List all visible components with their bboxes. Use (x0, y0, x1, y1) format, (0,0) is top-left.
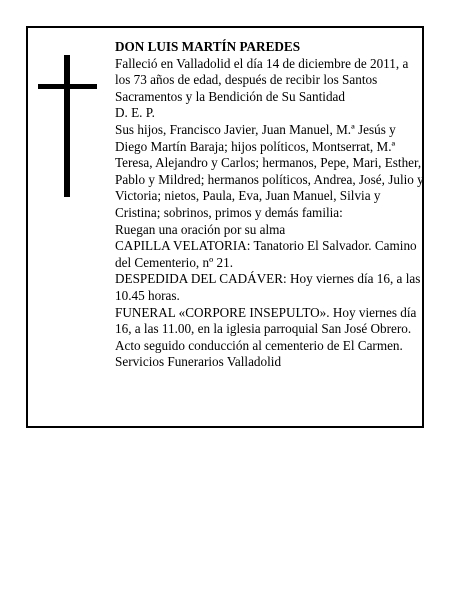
chapel-info: CAPILLA VELATORIA: Tanatorio El Salvador. Camino del Cementerio, nº 21. (115, 238, 417, 270)
notice-body (115, 39, 425, 371)
rip-text: D. E. P. (115, 105, 155, 121)
cross-horizontal-bar (38, 84, 97, 89)
family-list: Sus hijos, Francisco Javier, Juan Manuel, M.ª Jesús y Diego Martín Baraja; hijos políticos, Montserrat, M.ª Teresa, Alejandro y Carlos; hermanos, Pepe, Mari, Esther, Pablo y Mildred; hermanos políticos, Andrea, José, Julio y Victoria; nietos, Paula, Eva, Juan Manuel, Silvia y Cristina; sobrinos, primos y demás familia: (115, 121, 424, 220)
obituary-notice (26, 26, 424, 428)
farewell-info: DESPEDIDA DEL CADÁVER: Hoy viernes día 16, a las 10.45 horas. (115, 271, 421, 303)
cross-icon (38, 55, 98, 197)
deceased-name: DON LUIS MARTÍN PAREDES (115, 39, 301, 54)
prayer-request: Ruegan una oración por su alma (115, 221, 286, 237)
funeral-info: FUNERAL «CORPORE INSEPULTO». Hoy viernes día 16, a las 11.00, en la iglesia parroquial San José Obrero. Acto seguido conducción al cementerio de El Carmen. (115, 304, 417, 353)
passing-details: Falleció en Valladolid el día 14 de diciembre de 2011, a los 73 años de edad, después de recibir los Santos Sacramentos y la Bendición de Su Santidad (115, 55, 409, 104)
cross-vertical-bar (64, 55, 70, 197)
funeral-services: Servicios Funerarios Valladolid (115, 354, 282, 370)
